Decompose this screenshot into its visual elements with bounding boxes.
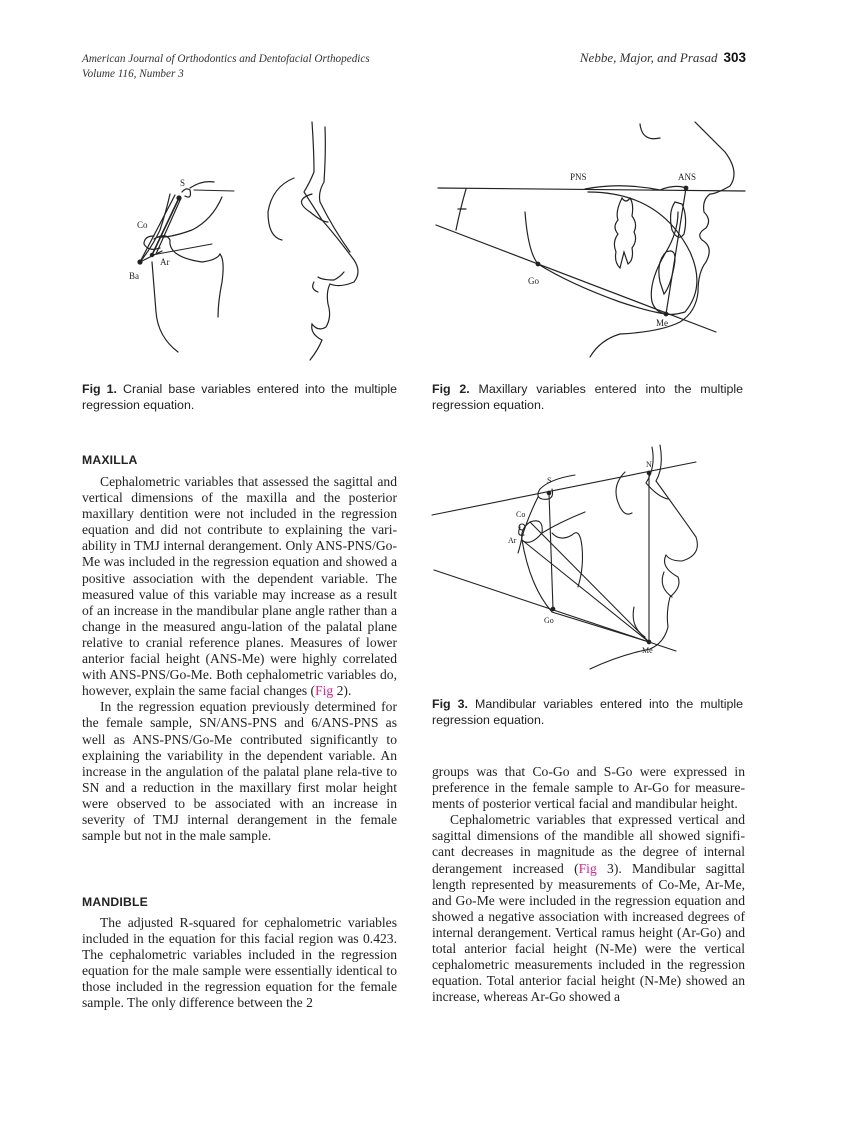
figure-1-label: Fig 1.	[82, 382, 117, 396]
authors: Nebbe, Major, and Prasad	[579, 50, 718, 65]
landmark-co: Co	[516, 510, 526, 519]
journal-title: American Journal of Orthodontics and Dentofacial Orthopedics	[82, 53, 370, 65]
journal-volume: Volume 116, Number 3	[82, 68, 184, 80]
landmark-s: S	[180, 178, 186, 188]
mandible-paragraph-1-continued: groups was that Co-Go and S-Go were expressed in preference in the female sample to Ar-Go for measure-ments of posterior vertical facial and mandibular height.	[432, 764, 745, 812]
figure-3-caption	[432, 696, 743, 728]
landmark-me: Me	[656, 318, 668, 328]
mandible-paragraph-1: The adjusted R-squared for cephalometric variables included in the equation for this facial region was 0.423. The cephalometric variables included in the regression equation for the male sample were essentially identical to those included in the regression equation for the female sample. The only difference between the 2	[82, 915, 397, 1011]
cephalometric-tracing-fig3	[420, 437, 760, 675]
landmark-go: Go	[528, 276, 539, 286]
maxilla-paragraph-1	[82, 474, 397, 699]
maxilla-p1-text: Cephalometric variables that assessed the sagittal and vertical dimensions of the maxilla and the posterior maxillary dentition were not included in the regression equation and did not contribute to explaining the vari-ability in TMJ internal derangement. Only ANS-PNS/Go-Me was included in the regression equation and showed a positive association with the dependent variable. The measured value of this variable may increase as a result of an increase in the mandibular plane angle rather than a change in the measured angu-lation of the palatal plane relative to cranial reference planes. Measures of lower anterior facial height (ANS-Me) were highly correlated with ANS-PNS/Go-Me. Both cephalometric variables do, however, explain the same facial changes (	[82, 474, 397, 699]
section-heading-maxilla: MAXILLA	[82, 453, 138, 467]
figure-2-maxillary	[420, 112, 760, 370]
cephalometric-tracing-fig1	[82, 112, 402, 370]
figure-3-label: Fig 3.	[432, 697, 468, 711]
maxilla-p1-tail: 2).	[333, 683, 352, 699]
figure-2-caption-text: Maxillary variables entered into the multiple regression equation.	[432, 382, 743, 412]
figure-2-label: Fig 2.	[432, 382, 470, 396]
landmark-ans: ANS	[678, 172, 697, 182]
section-heading-mandible: MANDIBLE	[82, 895, 148, 909]
figure-1-caption-text: Cranial base variables entered into the multiple regression equation.	[82, 382, 397, 412]
landmark-ar: Ar	[508, 536, 517, 545]
mandible-paragraph-2	[432, 812, 745, 1005]
mandible-p2-tail: 3). Mandibular sagittal length represented by measurements of Co-Me, Ar-Me, and Go-Me were included in the regression equation and showed a negative association with increased degrees of internal derangement. Vertical ramus height (Ar-Go) and total anterior facial height (N-Me) were the vertical cephalometric measurements included in the regression equation. Total anterior facial height (N-Me) showed an increase, whereas Ar-Go showed a	[432, 860, 745, 1005]
landmark-pns: PNS	[570, 172, 587, 182]
landmark-n: N	[646, 460, 652, 469]
mandible-p2-text: Cephalometric variables that expressed vertical and sagittal dimensions of the mandible all showed signifi-cant decreases in magnitude as the degree of internal derangement increased (	[432, 812, 745, 876]
running-head-journal	[82, 52, 370, 82]
fig-3-link[interactable]: Fig	[578, 860, 597, 876]
mandible-body-left	[82, 915, 397, 1012]
landmark-me: Me	[642, 646, 653, 655]
mandible-body-right	[432, 764, 745, 1005]
landmark-co: Co	[137, 220, 148, 230]
maxilla-paragraph-2: In the regression equation previously determined for the female sample, SN/ANS-PNS and 6/ANS-PNS as well as ANS-PNS/Go-Me contributed significantly to explaining the variability in the dependent variable. An increase in the angulation of the palatal plane rela-tive to SN and a reduction in the maxillary first molar height were observed to be associated with an increase in severity of TMJ internal derangement in the female sample but not in the male sample.	[82, 699, 397, 844]
cephalometric-tracing-fig2	[420, 112, 760, 370]
landmark-ar: Ar	[160, 257, 170, 267]
figure-1-caption	[82, 381, 397, 413]
landmark-go: Go	[544, 616, 554, 625]
landmark-ba: Ba	[129, 271, 139, 281]
page-number: 303	[723, 50, 746, 65]
figure-2-caption	[432, 381, 743, 413]
figure-1-cranial-base	[82, 112, 402, 370]
figure-3-mandibular	[420, 437, 760, 675]
maxilla-body	[82, 474, 397, 844]
running-head-authors	[580, 50, 746, 66]
fig-2-link[interactable]: Fig	[315, 683, 334, 699]
figure-3-caption-text: Mandibular variables entered into the multiple regression equation.	[432, 697, 743, 727]
landmark-s: S	[547, 476, 552, 485]
